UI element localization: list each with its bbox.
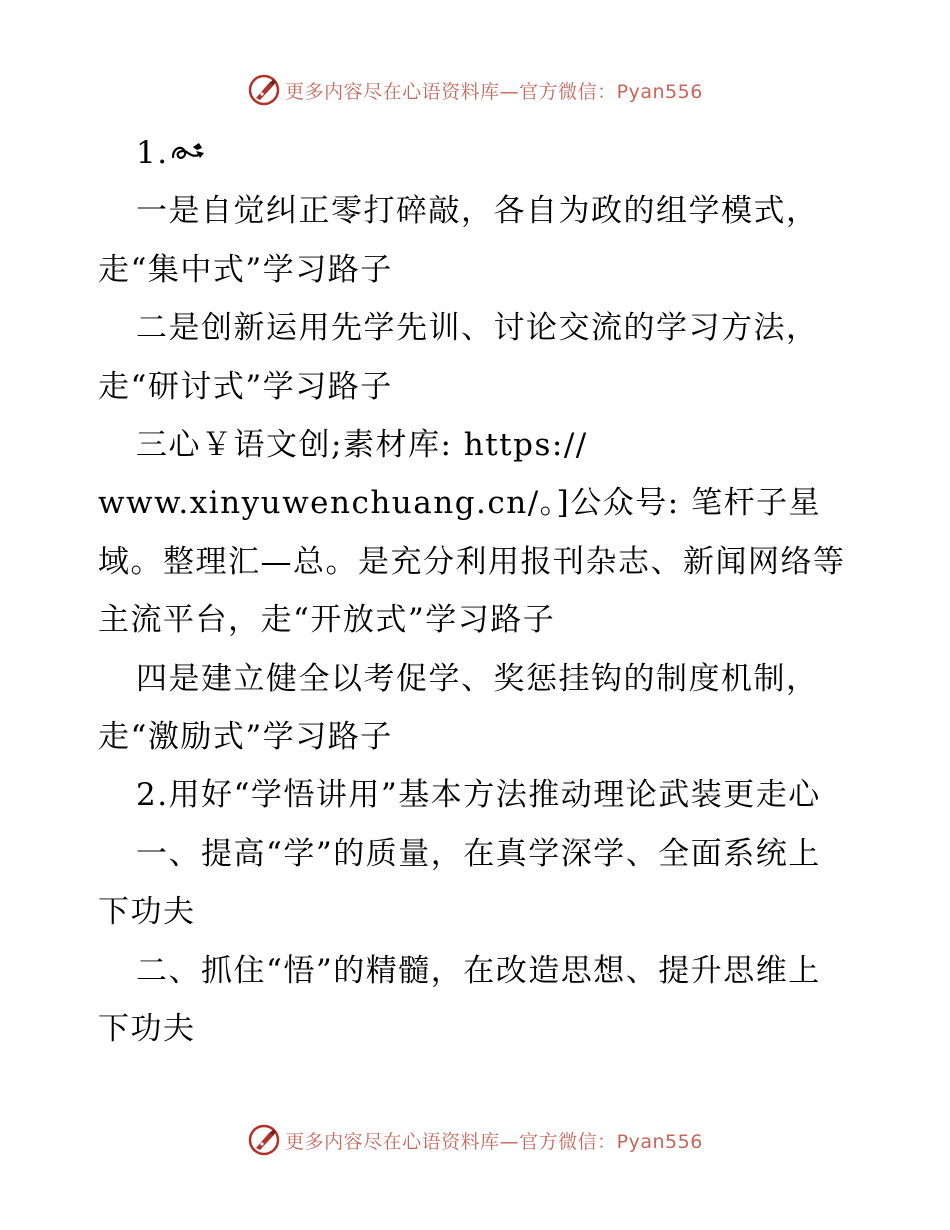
paragraph-3: 三心￥语文创;素材库: https:// <box>136 427 588 464</box>
footer-watermark <box>0 1120 950 1160</box>
footer-watermark-inner <box>247 1123 703 1157</box>
paragraph-7: 二、抓住“悟”的精髓，在改造思想、提升思维上下功夫 <box>98 952 821 1048</box>
document-body <box>98 124 853 1059</box>
pen-nib-logo-icon <box>247 1123 281 1157</box>
paragraph-2: 二是创新运用先学先训、讨论交流的学习方法，走“研讨式”学习路子 <box>98 310 819 405</box>
paragraph-4: www.xinyuwenchuang.cn/。]公众号: 笔杆子星域。整理汇—总。是充分利用报刊杂志、新闻网络等主流平台，走“开放式”学习路子 <box>98 485 846 639</box>
heading-2: 2.用好“学悟讲用”基本方法推动理论武装更走心 <box>136 777 821 814</box>
paragraph-1: 一是自觉纠正零打碎敲，各自为政的组学模式，走“集中式”学习路子 <box>98 193 819 288</box>
header-watermark-inner <box>247 73 703 107</box>
paragraph-5: 四是建立健全以考促学、奖惩挂钩的制度机制，走“激励式”学习路子 <box>98 660 819 756</box>
header-watermark-text: 更多内容尽在心语资料库—官方微信：Pyan556 <box>285 80 703 103</box>
pen-nib-logo-icon <box>247 73 281 107</box>
paragraph-6: 一、提高“学”的质量，在真学深学、全面系统上下功夫 <box>98 835 821 931</box>
header-watermark <box>0 70 950 110</box>
footer-watermark-text: 更多内容尽在心语资料库—官方微信：Pyan556 <box>285 1130 703 1153</box>
heading-1 <box>98 124 853 182</box>
heading-1-number: 1. <box>136 135 169 171</box>
decorative-flourish-icon <box>169 139 207 165</box>
